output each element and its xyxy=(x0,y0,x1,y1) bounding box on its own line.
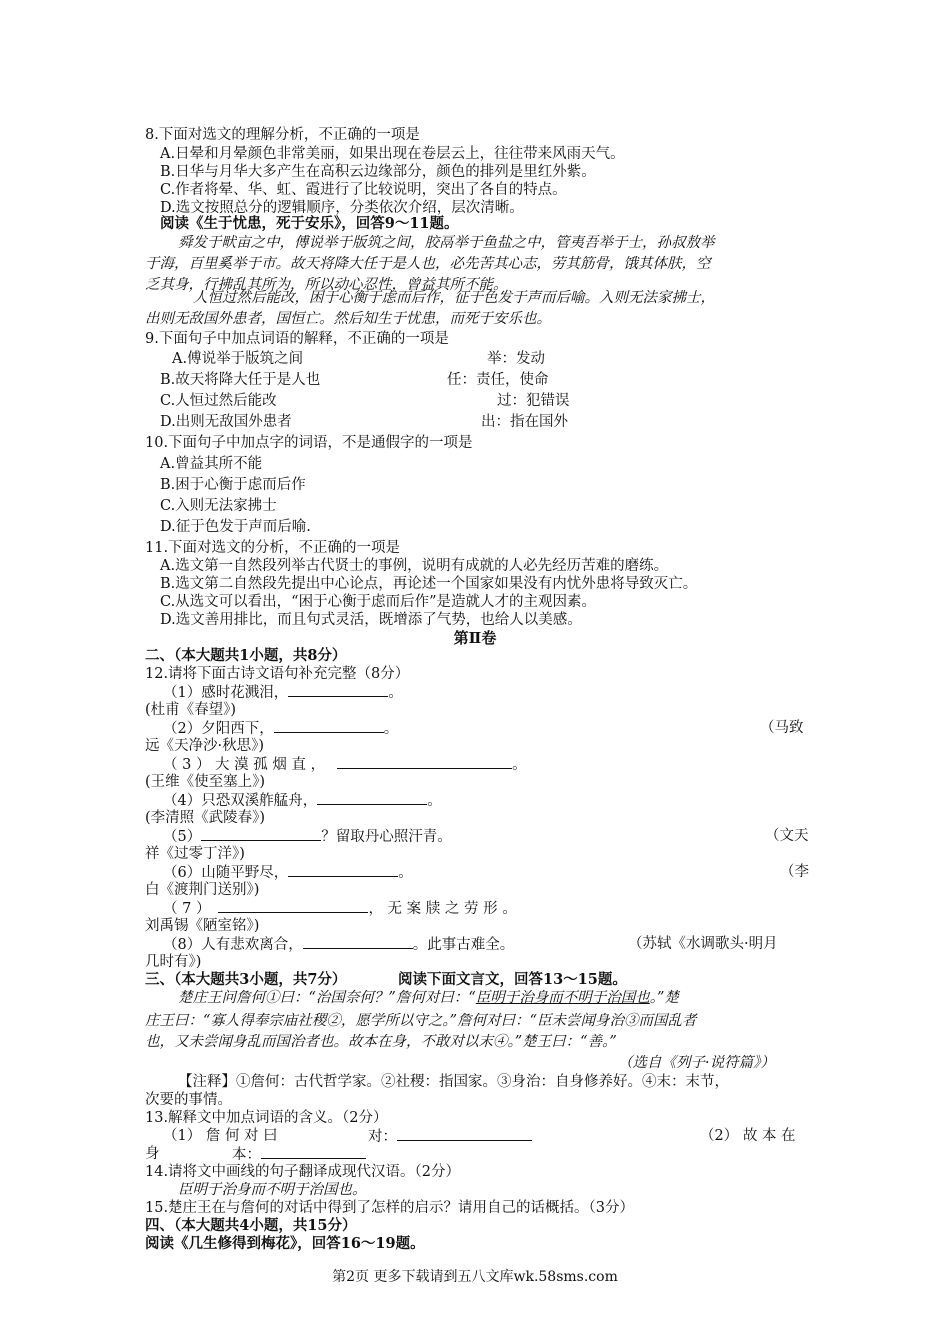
q12-item5: （5） ？留取丹心照汗青。 xyxy=(163,829,452,845)
q9-option-a: A.傅说举于版筑之间 xyxy=(172,351,304,367)
q13-item2-cont: 身 xyxy=(145,1146,160,1162)
reading1-p2-line2: 出则无敌国外患者，国恒亡。然后知生于忧患，而死于安乐也。 xyxy=(145,311,551,327)
q13-item1-answer: 对： xyxy=(368,1127,532,1146)
q10-option-d: D.征于色发于声而后喻. xyxy=(160,519,311,535)
q10-option-b: B.困于心衡于虑而后作 xyxy=(160,477,306,493)
q12-item8-source-b: 几时有》) xyxy=(145,954,202,970)
q9-option-c-gloss: 过：犯错误 xyxy=(497,393,570,409)
notes-line1: 【注释】①詹何：古代哲学家。②社稷：指国家。③身治：自身修养好。④末：末节， xyxy=(178,1074,729,1090)
reading1-p1-line1: 舜发于畎亩之中，傅说举于版筑之间，胶鬲举于鱼盐之中，管夷吾举于士，孙叔敖举 xyxy=(178,235,715,251)
q11-stem: 11.下面对选文的分析，不正确的一项是 xyxy=(145,540,401,556)
reading1-p1-line2: 于海，百里奚举于市。故天将降大任于是人也，必先苦其心志，劳其筋骨，饿其体肤，空 xyxy=(145,256,711,272)
q9-option-b: B.故天将降大任于是人也 xyxy=(160,372,321,388)
reading1-p2-line1: 人恒过然后能改，困于心衡于虑而后作，征于色发于声而后喻。入则无法家拂士， xyxy=(193,290,715,306)
q11-option-b: B.选文第二自然段先提出中心论点，再论述一个国家如果没有内忧外患将导致灭亡。 xyxy=(160,576,698,592)
q13-item2-answer: 本： xyxy=(232,1145,366,1164)
q14-sentence: 臣明于治身而不明于治国也。 xyxy=(178,1182,367,1198)
q8-option-b: B.日华与月华大多产生在高积云边缘部分，颜色的排列是里红外紫。 xyxy=(160,164,596,180)
q12-item6: （6）山随平野尽， 。 xyxy=(163,865,413,881)
q12-item3: （ 3 ） 大 漠 孤 烟 直 ， 。 xyxy=(163,757,527,773)
q12-item8: （8）人有悲欢离合， 。此事古难全。 xyxy=(163,937,515,953)
q9-stem: 9.下面句子中加点词语的解释，不正确的一项是 xyxy=(145,331,449,347)
volume-2-title: 第Ⅱ卷 xyxy=(453,629,497,647)
section2-heading: 二、（本大题共1小题，共8分） xyxy=(145,647,347,664)
classical-text-source: （选自《列子·说符篇》） xyxy=(618,1055,775,1071)
section4-heading: 四、（本大题共4小题，共15分） xyxy=(145,1217,357,1234)
q12-stem: 12.请将下面古诗文语句补充完整（8分） xyxy=(145,666,410,682)
reading1-p1-line3: 乏其身，行拂乱其所为，所以动心忍性，曾益其所不能。 xyxy=(145,277,508,293)
q8-option-d: D.选文按照总分的逻辑顺序，分类依次介绍，层次清晰。 xyxy=(160,200,524,216)
q9-option-c: C.人恒过然后能改 xyxy=(160,393,277,409)
section3-heading: 三、（本大题共3小题，共7分） xyxy=(145,971,347,988)
section3-instruction: 阅读下面文言文，回答13～15题。 xyxy=(398,971,627,988)
q12-item3-source: (王维《使至塞上》) xyxy=(145,774,266,790)
q12-item5-source-a: （文天 xyxy=(765,828,809,844)
q12-item6-source-a: （李 xyxy=(780,864,809,880)
q8-option-a: A.日晕和月晕颜色非常美丽，如果出现在卷层云上，往往带来风雨天气。 xyxy=(160,146,625,162)
q10-option-a: A.曾益其所不能 xyxy=(160,456,263,472)
q12-item6-source-b: 白《渡荆门送别》) xyxy=(145,882,260,898)
q10-option-c: C.入则无法家拂士 xyxy=(160,498,277,514)
q12-item8-source-a: （苏轼《水调歌头·明月 xyxy=(628,936,778,952)
q12-item7-source: 刘禹锡《陋室铭》) xyxy=(145,918,260,934)
notes-line2: 次要的事情。 xyxy=(145,1092,232,1108)
q9-option-b-gloss: 任：责任，使命 xyxy=(447,372,549,388)
q12-item1: （1）感时花溅泪， 。 xyxy=(163,685,403,701)
q12-item5-source-b: 祥《过零丁洋》) xyxy=(145,846,245,862)
reading1-title: 阅读《生于忧患，死于安乐》，回答9～11题。 xyxy=(160,215,459,232)
section4-reading-title: 阅读《几生修得到梅花》，回答16～19题。 xyxy=(145,1235,425,1252)
q9-option-d-gloss: 出：指在国外 xyxy=(481,414,568,430)
q13-item2: （2） 故 本 在 xyxy=(700,1128,796,1144)
q9-option-a-gloss: 举：发动 xyxy=(487,351,545,367)
q15-stem: 15.楚庄王在与詹何的对话中得到了怎样的启示？请用自己的话概括。（3分） xyxy=(145,1200,635,1216)
q13-item1: （1） 詹 何 对 曰 xyxy=(163,1128,278,1144)
q12-item4: （4）只恐双溪舴艋舟， 。 xyxy=(163,793,442,809)
q14-stem: 14.请将文中画线的句子翻译成现代汉语。（2分） xyxy=(145,1164,461,1180)
q11-option-d: D.选文善用排比，而且句式灵活，既增添了气势，也给人以美感。 xyxy=(160,612,582,628)
q8-option-c: C.作者将晕、华、虹、霞进行了比较说明，突出了各自的特点。 xyxy=(160,182,567,198)
q12-item2-source-a: （马致 xyxy=(760,720,804,736)
classical-text-line3: 也，又未尝闻身乱而国治者也。故本在身，不敢对以末④。”楚王曰：“善。” xyxy=(145,1034,617,1050)
classical-text-line1: 楚庄王问詹何①曰：“治国奈何？”詹何对曰：“臣明于治身而不明于治国也。”楚 xyxy=(178,990,679,1006)
q9-option-d: D.出则无敌国外患者 xyxy=(160,414,292,430)
q10-stem: 10.下面句子中加点字的词语，不是通假字的一项是 xyxy=(145,435,473,451)
q13-stem: 13.解释文中加点词语的含义。（2分） xyxy=(145,1110,388,1126)
q12-item2-source-b: 远《天净沙·秋思》) xyxy=(145,738,265,754)
q12-item1-source: (杜甫《春望》) xyxy=(145,702,237,718)
q11-option-c: C.从选文可以看出，“困于心衡于虑而后作”是造就人才的主观因素。 xyxy=(160,594,597,610)
q12-item7: （ 7 ） ， 无 案 牍 之 劳 形 。 xyxy=(163,901,517,917)
q8-stem: 8.下面对选文的理解分析，不正确的一项是 xyxy=(145,127,420,143)
underlined-sentence: 臣明于治身而不明于治国也 xyxy=(475,990,650,1006)
classical-text-line2: 庄王曰：“寡人得奉宗庙社稷②，愿学所以守之。”詹何对曰：“臣未尝闻身治③而国乱者 xyxy=(145,1013,697,1029)
q12-item2: （2）夕阳西下， 。 xyxy=(163,721,399,737)
q11-option-a: A.选文第一自然段列举古代贤士的事例，说明有成就的人必先经历苦难的磨练。 xyxy=(160,558,669,574)
page-footer: 第2页 更多下载请到五八文库wk.58sms.com xyxy=(332,1269,618,1285)
q12-item4-source: (李清照《武陵春》) xyxy=(145,810,266,826)
